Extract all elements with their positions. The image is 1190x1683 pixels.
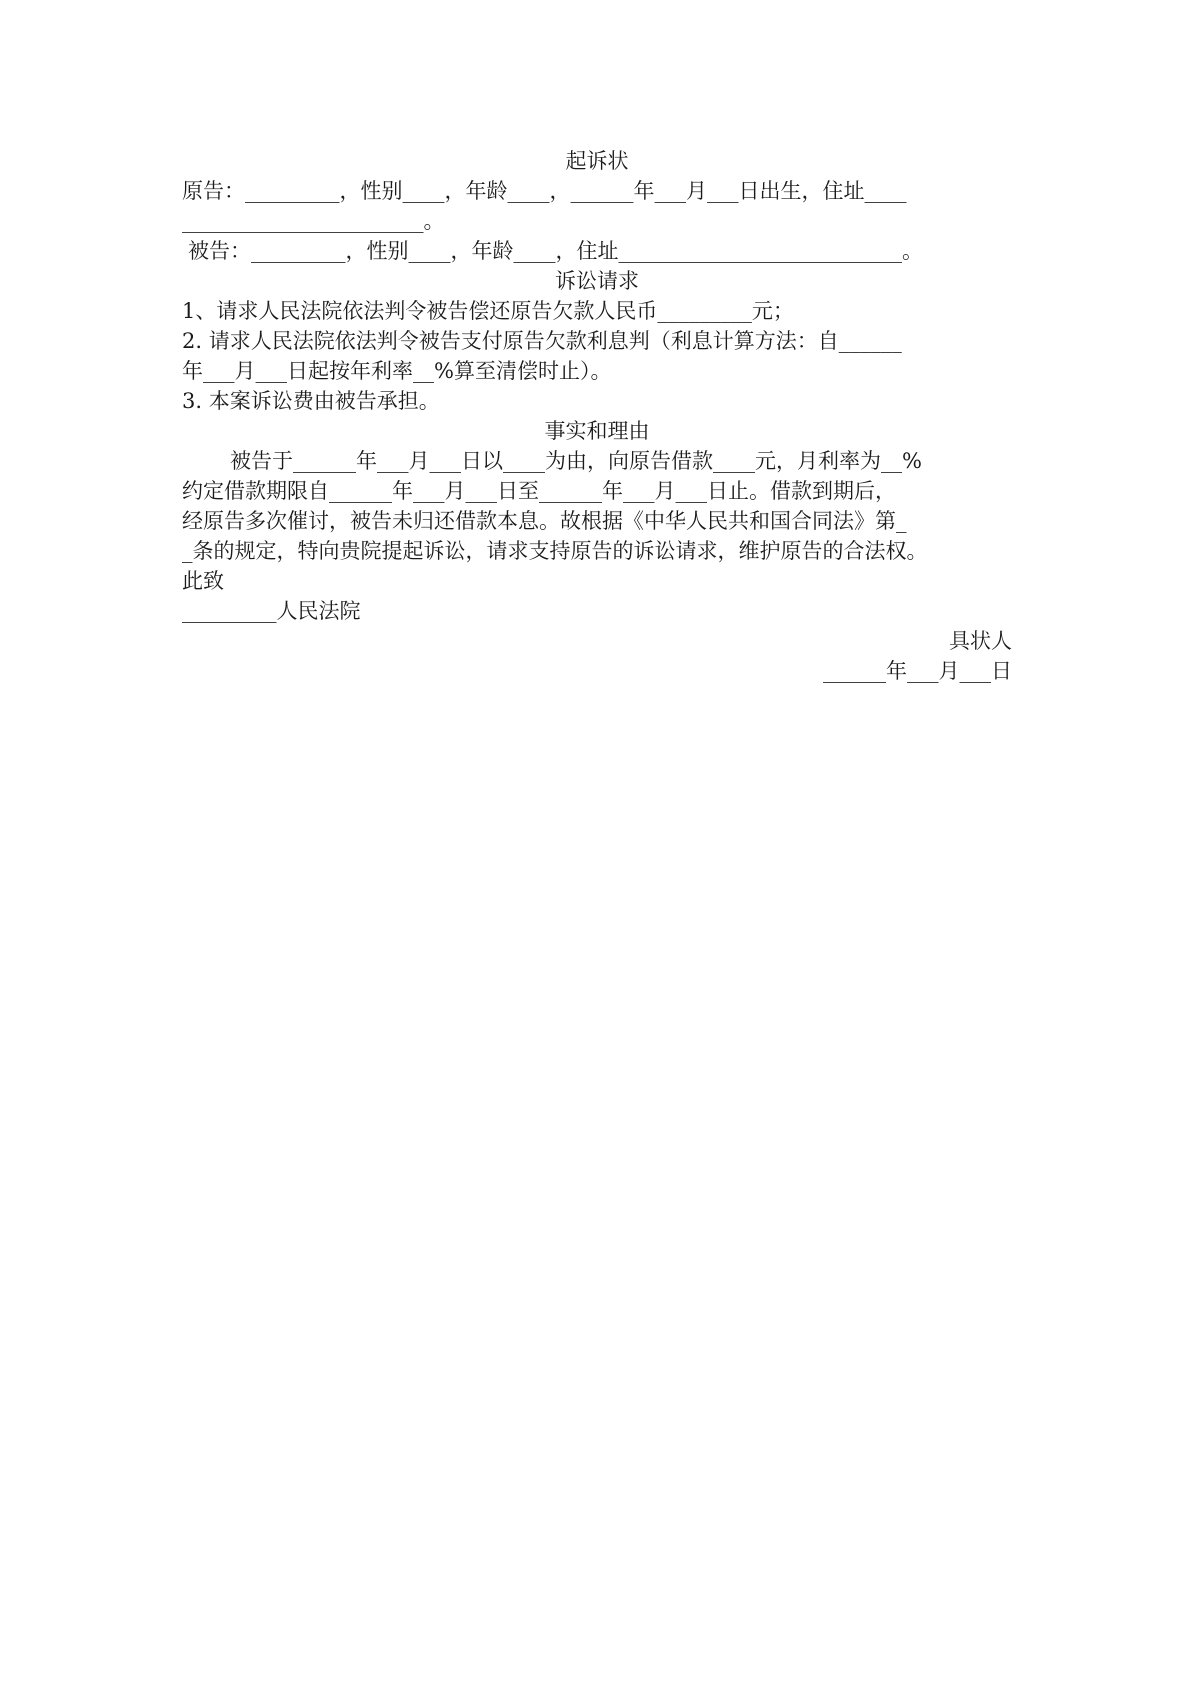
- defendant-line: 被告：_________，性别____，年龄____，住址___________________________。: [188, 239, 923, 263]
- facts-line-3: 经原告多次催讨，被告未归还借款本息。故根据《中华人民共和国合同法》第_: [182, 509, 907, 533]
- claim-2-line-2: 年___月___日起按年利率__%算至清偿时止）。: [182, 359, 612, 383]
- claim-2-line-1: 2. 请求人民法院依法判令被告支付原告欠款利息判（利息计算方法：自______: [182, 329, 902, 353]
- plaintiff-line-1: 原告：_________，性别____，年龄____，______年___月___日出生，住址____: [182, 179, 907, 203]
- claim-1: 1、请求人民法院依法判令被告偿还原告欠款人民币_________元；: [182, 299, 794, 323]
- document-title: 起诉状: [565, 149, 629, 173]
- salutation: 此致: [182, 569, 224, 593]
- facts-line-4: _条的规定，特向贵院提起诉讼，请求支持原告的诉讼请求，维护原告的合法权。: [182, 539, 928, 563]
- claim-3: 3. 本案诉讼费由被告承担。: [182, 389, 440, 413]
- facts-heading: 事实和理由: [544, 419, 650, 443]
- plaintiff-line-2: _______________________。: [182, 209, 445, 233]
- court-name: _________人民法院: [182, 599, 361, 623]
- facts-line-2: 约定借款期限自______年___月___日至______年___月___日止。借款到期后，: [182, 479, 896, 503]
- signature-date: ______年___月___日: [823, 659, 1012, 683]
- claims-heading: 诉讼请求: [555, 269, 639, 293]
- facts-line-1: 被告于______年___月___日以____为由，向原告借款____元，月利率为__%: [230, 449, 922, 473]
- signer-label: 具状人: [949, 629, 1012, 653]
